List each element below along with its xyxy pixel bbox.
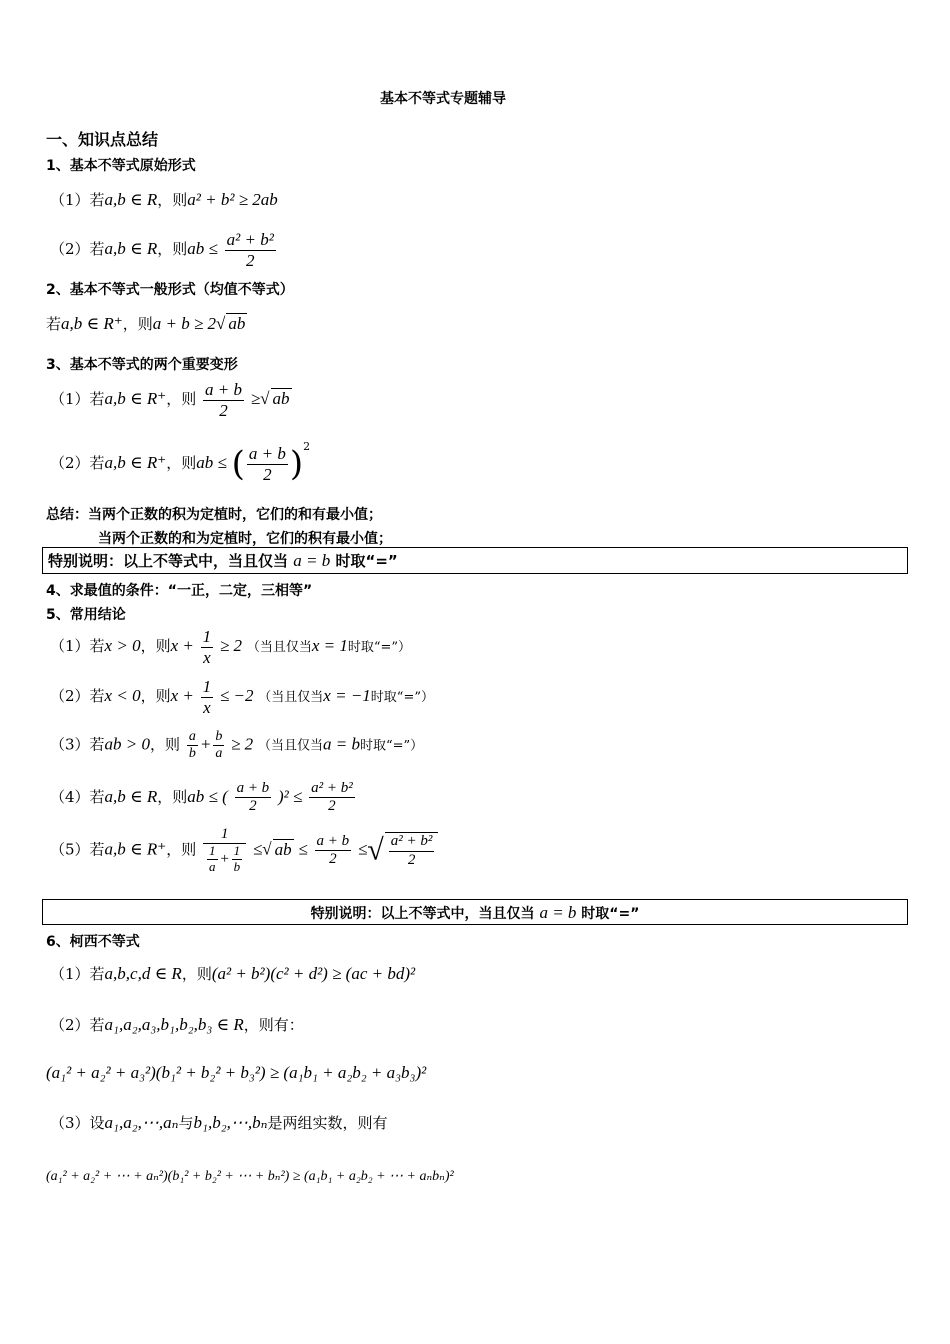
le-1: ≤ <box>252 839 263 859</box>
note-text: 特别说明：以上不等式中，当且仅当 <box>48 552 289 570</box>
condition-a: a₁,a₂,⋯,aₙ <box>104 1113 179 1132</box>
numerator: a + b <box>205 380 243 399</box>
formula-3-1 <box>50 380 292 420</box>
cauchy-2-formula <box>46 1063 426 1083</box>
formula-1-1 <box>50 189 278 210</box>
denominator: 2 <box>328 798 336 815</box>
big-sqrt-symbol: √ <box>367 833 384 867</box>
label: （1）若 <box>50 390 105 409</box>
lhs: x + <box>170 636 194 656</box>
then: ，则有： <box>243 1016 304 1034</box>
summary-line-2: 当两个正数的和为定植时，它们的积有最小值； <box>98 531 392 547</box>
heading-cauchy: 6、柯西不等式 <box>46 934 140 950</box>
label: （1）若 <box>50 191 105 209</box>
numerator: a² + b² <box>226 230 274 249</box>
document-title: 基本不等式专题辅导 <box>380 91 506 107</box>
numerator: a + b <box>235 780 272 798</box>
fraction-square-mean <box>309 780 355 816</box>
sqrt-content: ab <box>228 314 246 333</box>
note-expr: a = b <box>539 903 577 922</box>
label: （3）若 <box>50 735 105 754</box>
result-5-4 <box>50 780 357 816</box>
condition: a,b ∈ R⁺ <box>61 314 123 333</box>
sqrt-content: ab <box>274 839 292 859</box>
label: （1）若 <box>50 965 105 983</box>
denominator: 2 <box>407 851 416 868</box>
then: ，则 <box>140 687 171 706</box>
cauchy-3-formula <box>46 1166 454 1185</box>
note-text: 特别说明：以上不等式中，当且仅当 <box>310 906 535 922</box>
numerator: 1 <box>203 826 246 844</box>
label: （5）若 <box>50 840 105 859</box>
condition: x > 0 <box>104 636 141 656</box>
one-over-a <box>207 844 218 875</box>
lhs: ab ≤ <box>196 453 227 472</box>
note-b: 时取“=”） <box>359 738 424 754</box>
condition: a,b ∈ R <box>104 239 158 259</box>
denominator: 2 <box>219 400 228 420</box>
right-paren: ) <box>289 444 304 484</box>
big-sqrt-content <box>385 832 439 869</box>
expression: (a₁² + a₂² + a₃²)(b₁² + b₂² + b₃²) ≥ (a₁b₁ + a₂b₂ + a₃b₃)² <box>46 1063 427 1082</box>
le-3: ≤ <box>357 839 368 859</box>
expression: a² + b² ≥ 2ab <box>187 190 278 209</box>
label: （2）若 <box>50 454 105 472</box>
then: ，则 <box>181 965 212 983</box>
condition: a,b ∈ R <box>104 786 158 806</box>
note-a: （当且仅当 <box>258 690 324 706</box>
denominator: 2 <box>249 798 257 815</box>
note-b: 时取“=”） <box>347 640 412 656</box>
arithmetic-mean <box>315 833 352 869</box>
and: 与 <box>178 1114 194 1132</box>
cauchy-1 <box>50 963 415 984</box>
numerator: a² + b² <box>389 833 435 851</box>
fraction <box>225 230 276 270</box>
exponent: 2 <box>303 440 311 453</box>
condition-b: b₁,b₂,⋯,bₙ <box>193 1113 268 1132</box>
sqrt-symbol: √ <box>260 389 270 409</box>
numerator: 1 <box>233 843 241 859</box>
fraction-mean <box>235 780 272 816</box>
denominator <box>203 844 246 875</box>
denominator: 2 <box>263 464 272 484</box>
lhs: ab ≤ <box>187 239 218 259</box>
then: ，则 <box>166 390 197 409</box>
heading-common-results: 5、常用结论 <box>46 607 126 623</box>
note-tail: 时取“=” <box>335 552 398 570</box>
denominator: 2 <box>245 250 255 270</box>
result-5-2 <box>50 677 434 717</box>
denominator: a <box>209 859 216 875</box>
heading-conditions: 4、求最值的条件：“一正，二定，三相等” <box>46 583 313 599</box>
note-expr: a = b <box>322 734 360 754</box>
summary-line-1: 总结：当两个正数的积为定植时，它们的和有最小值； <box>46 507 382 523</box>
fraction-b-over-a <box>213 729 224 762</box>
denominator: b <box>233 859 241 875</box>
denominator: 2 <box>329 851 337 868</box>
formula-3-2 <box>50 440 310 484</box>
denominator: b <box>188 746 196 762</box>
denominator: x <box>203 697 211 717</box>
then: ，则 <box>157 191 188 209</box>
then: ，则 <box>150 735 181 754</box>
condition: a,b ∈ R⁺ <box>104 839 167 859</box>
condition: ab > 0 <box>104 734 151 754</box>
rhs: ≥ 2 <box>231 734 254 754</box>
numerator: a <box>187 729 198 746</box>
denominator: x <box>203 647 211 667</box>
relation: ≥ <box>250 389 261 409</box>
numerator: b <box>213 729 224 746</box>
then: ，则 <box>157 787 188 806</box>
lhs: ab ≤ ( <box>187 786 228 806</box>
fraction <box>247 444 288 484</box>
note-tail: 时取“=” <box>581 906 640 922</box>
sqrt-content: ab <box>272 389 290 409</box>
rhs: ≥ 2 <box>219 636 243 656</box>
note-b: 时取“=”） <box>370 690 434 706</box>
harmonic-mean <box>203 826 246 875</box>
numerator: 1 <box>202 677 212 696</box>
quadratic-mean <box>389 833 435 869</box>
result-5-1 <box>50 627 411 667</box>
heading-general-form: 2、基本不等式一般形式（均值不等式） <box>46 282 294 298</box>
label: （2）若 <box>50 687 105 706</box>
sqrt-symbol: √ <box>262 839 272 859</box>
cauchy-2 <box>50 1014 304 1035</box>
condition: a,b ∈ R⁺ <box>104 453 167 472</box>
label: （2）若 <box>50 1016 105 1034</box>
expression: (a₁² + a₂² + ⋯ + aₙ²)(b₁² + b₂² + ⋯ + bₙ²) ≥ (a₁b₁ + a₂b₂ + ⋯ + aₙbₙ)² <box>46 1169 454 1184</box>
special-note-2 <box>0 903 950 923</box>
then: ，则 <box>122 315 153 333</box>
plus: + <box>199 734 212 754</box>
label: （2）若 <box>50 240 105 259</box>
numerator: a + b <box>248 443 286 463</box>
lhs: x + <box>170 686 194 706</box>
condition: a,b ∈ R <box>104 190 158 209</box>
fraction <box>201 627 214 667</box>
le-2: ≤ <box>298 839 308 859</box>
numerator: a² + b² <box>309 780 355 798</box>
then: ，则 <box>157 240 188 259</box>
fraction-a-over-b <box>187 729 198 762</box>
formula-1-2 <box>50 230 278 270</box>
numerator: 1 <box>209 843 216 859</box>
note-expr: x = −1 <box>323 686 371 706</box>
label: （4）若 <box>50 787 105 806</box>
note-expr: x = 1 <box>311 636 348 656</box>
heading-basic-original: 1、基本不等式原始形式 <box>46 158 196 174</box>
note-expr: a = b <box>293 551 331 570</box>
condition: x < 0 <box>104 686 141 706</box>
one-over-b <box>232 844 243 875</box>
plus: + <box>219 851 230 868</box>
heading-variants: 3、基本不等式的两个重要变形 <box>46 357 238 373</box>
section-knowledge-summary: 一、知识点总结 <box>46 130 159 149</box>
special-note-1 <box>48 550 398 571</box>
expression: a + b ≥ 2 <box>152 314 217 333</box>
cauchy-3 <box>50 1112 388 1133</box>
fraction <box>203 380 244 420</box>
then: ，则 <box>166 840 197 859</box>
formula-2 <box>46 313 247 334</box>
label: 若 <box>46 315 62 333</box>
middle: )² ≤ <box>277 786 303 806</box>
fraction <box>201 677 214 717</box>
left-paren: ( <box>231 444 245 484</box>
label: （3）设 <box>50 1114 105 1132</box>
label: （1）若 <box>50 637 105 656</box>
expression: (a² + b²)(c² + d²) ≥ (ac + bd)² <box>211 964 416 983</box>
note-a: （当且仅当 <box>246 640 312 656</box>
condition: a,b ∈ R⁺ <box>104 389 167 409</box>
rhs: ≤ −2 <box>219 686 254 706</box>
result-5-5 <box>50 826 438 875</box>
then: ，则 <box>166 454 197 472</box>
tail: 是两组实数，则有 <box>267 1114 388 1132</box>
numerator: a + b <box>315 833 352 851</box>
sqrt-symbol: √ <box>216 314 226 333</box>
result-5-3 <box>50 729 423 762</box>
numerator: 1 <box>202 627 212 646</box>
note-a: （当且仅当 <box>257 738 323 754</box>
condition: a,b,c,d ∈ R <box>104 964 182 983</box>
then: ，则 <box>140 637 171 656</box>
denominator: a <box>215 746 223 762</box>
condition: a₁,a₂,a₃,b₁,b₂,b₃ ∈ R <box>104 1015 244 1034</box>
